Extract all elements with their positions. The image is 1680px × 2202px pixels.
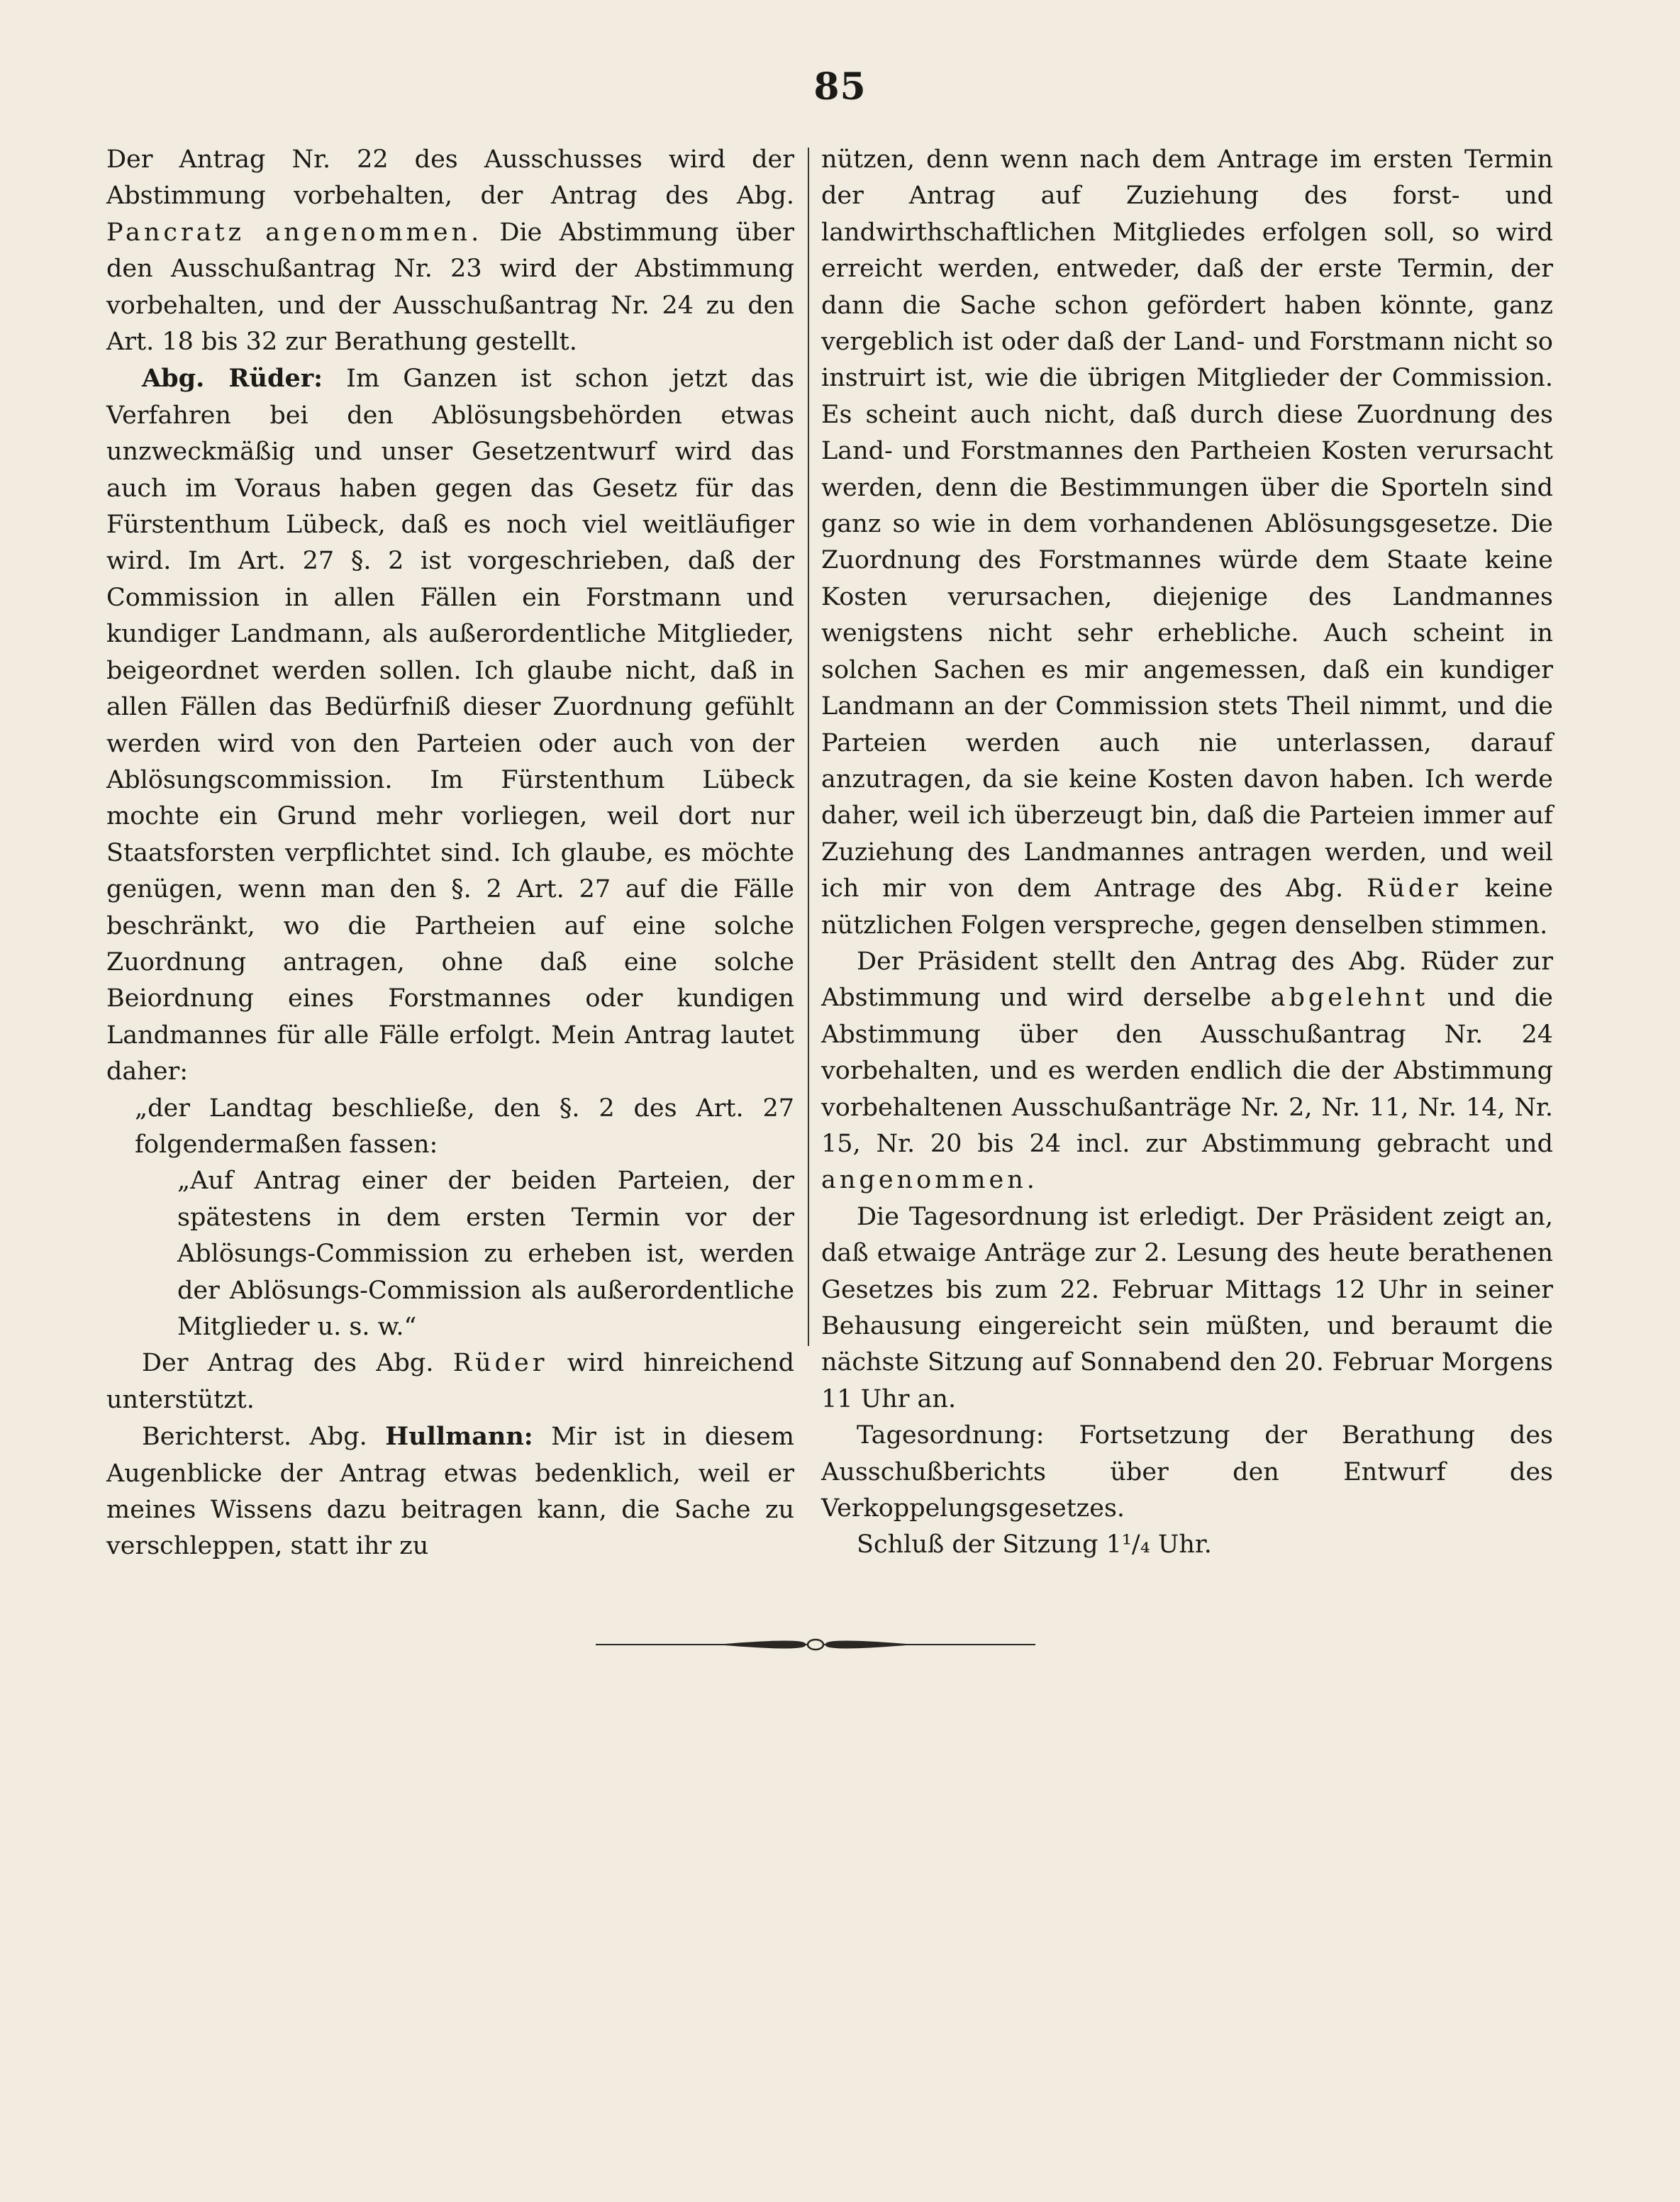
right-paragraph-1 xyxy=(821,142,1553,944)
text-run: Im Ganzen ist schon jetzt das Verfahren bei den Ablösungsbehörden etwas unzweckmäßig und unser Gesetzentwurf wird das auch im Voraus haben gegen das Gesetz für das Fürstenthum Lübeck, daß es noch viel weitläufiger wird. Im Art. 27 §. 2 ist vorgeschrieben, daß der Commission in allen Fällen ein Forstmann und kundiger Landmann, als außerordentliche Mitglieder, beigeordnet werden sollen. Ich glaube nicht, daß in allen Fällen das Bedürfniß dieser Zuordnung gefühlt werden wird von den Parteien oder auch von der Ablösungscommission. Im Fürstenthum Lübeck mochte ein Grund mehr vorliegen, weil dort nur Staatsforsten verpflichtet sind. Ich glaube, es möchte genügen, wenn man den §. 2 Art. 27 auf die Fälle beschränkt, wo die Partheien auf eine solche Zuordnung antragen, ohne daß eine solche Beiordnung eines Forstmannes oder kundigen Landmannes für alle Fälle erfolgt. Mein Antrag lautet daher: xyxy=(106,365,794,1086)
spaced-text: Rüder xyxy=(452,1349,548,1378)
left-column xyxy=(106,142,794,1565)
text-run: nützen, denn wenn nach dem Antrage im ersten Termin der Antrag auf Zuziehung des forst- und landwirthschaftlichen Mitgliedes erfolgen soll, so wird erreicht werden, entweder, daß der erste Termin, der dann die Sache schon gefördert haben könnte, ganz vergeblich ist oder daß der Land- und Forstmann nicht so instruirt ist, wie die übrigen Mitglieder der Commission. Es scheint auch nicht, daß durch diese Zuordnung des Land- und Forstmannes den Partheien Kosten verursacht werden, denn die Bestimmungen über die Sporteln sind ganz so wie in dem vorhandenen Ablösungsgesetze. Die Zuordnung des Forstmannes würde dem Staate keine Kosten verursachen, diejenige des Landmannes wenigstens nicht sehr erhebliche. Auch scheint in solchen Sachen es mir angemessen, daß ein kundiger Landmann an der Commission stets Theil nimmt, und die Parteien werden auch nie unterlassen, darauf anzutragen, da sie keine Kosten davon haben. Ich werde daher, weil ich überzeugt bin, daß die Parteien immer auf Zuziehung des Landmannes antragen werden, und weil ich mir von dem Antrage des Abg. xyxy=(821,145,1553,903)
spaced-text: angenommen. xyxy=(821,1166,1038,1195)
spaced-text: abgelehnt xyxy=(1270,984,1429,1013)
text-run: keine nützlichen Folgen verspreche, gegen denselben stimmen. xyxy=(821,874,1553,940)
text-run: Die Abstimmung über den Ausschußantrag Nr. 23 wird der Abstimmung vorbehalten, und der Ausschußantrag Nr. 24 zu den Art. 18 bis 32 zur Berathung gestellt. xyxy=(106,218,794,357)
motion-quote-text: „Auf Antrag einer der beiden Parteien, der spätestens in dem ersten Termin vor der Ablösungs-Commission zu erheben ist, werden der Ablösungs-Commission als außerordentliche Mitglieder u. s. w.“ xyxy=(177,1167,794,1341)
right-paragraph-2 xyxy=(821,944,1553,1199)
text-run: wird hinreichend unterstützt. xyxy=(106,1349,794,1414)
page-number: 85 xyxy=(813,65,867,109)
text-run: Der Antrag Nr. 22 des Ausschusses wird der Abstimmung vorbehalten, der Antrag des Abg. xyxy=(106,145,794,211)
text-run: Berichterst. Abg. xyxy=(142,1423,386,1452)
left-paragraph-3 xyxy=(106,1345,794,1418)
text-run: Der Präsident stellt den Antrag des Abg. Rüder zur Abstimmung und wird derselbe xyxy=(821,947,1553,1013)
right-paragraph-3: Die Tagesordnung ist erledigt. Der Präsident zeigt an, daß etwaige Anträge zur 2. Lesung des heute berathenen Gesetzes bis zum 22. Februar Mittags 12 Uhr in seiner Behausung eingereicht sein müßten, und beraumt die nächste Sitzung auf Sonnabend den 20. Februar Morgens 11 Uhr an. xyxy=(821,1202,1553,1413)
closing-line: Schluß der Sitzung 1¹/₄ Uhr. xyxy=(857,1530,1212,1559)
ornament-rule xyxy=(596,1635,1035,1655)
spaced-text: Pancratz angenommen. xyxy=(106,218,483,247)
agenda-paragraph: Tagesordnung: Fortsetzung der Berathung des Ausschußberichts über den Entwurf des Verkoppelungsgesetzes. xyxy=(821,1421,1553,1523)
column-divider xyxy=(808,148,809,1346)
right-column xyxy=(821,142,1553,1564)
speaker-name: Abg. Rüder: xyxy=(142,364,323,394)
text-run: Der Antrag des Abg. xyxy=(142,1349,453,1378)
left-paragraph-4 xyxy=(106,1418,794,1565)
speaker-name: Hullmann: xyxy=(385,1422,533,1452)
spaced-text: Rüder xyxy=(1367,874,1462,903)
motion-quote: „der Landtag beschließe, den §. 2 des Art. 27 folgendermaßen fassen: xyxy=(135,1094,794,1159)
text-run: Mir ist in diesem Augenblicke der Antrag etwas bedenklich, weil er meines Wissens dazu beitragen kann, die Sache zu verschleppen, statt ihr zu xyxy=(106,1423,794,1561)
left-paragraph-2 xyxy=(106,360,794,1090)
text-run: und die Abstimmung über den Ausschußantrag Nr. 24 vorbehalten, und es werden endlich die der Abstimmung vorbehaltenen Ausschußanträge Nr. 2, Nr. 11, Nr. 14, Nr. 15, Nr. 20 bis 24 incl. zur Abstimmung gebracht und xyxy=(821,984,1553,1158)
left-paragraph-1 xyxy=(106,142,794,360)
